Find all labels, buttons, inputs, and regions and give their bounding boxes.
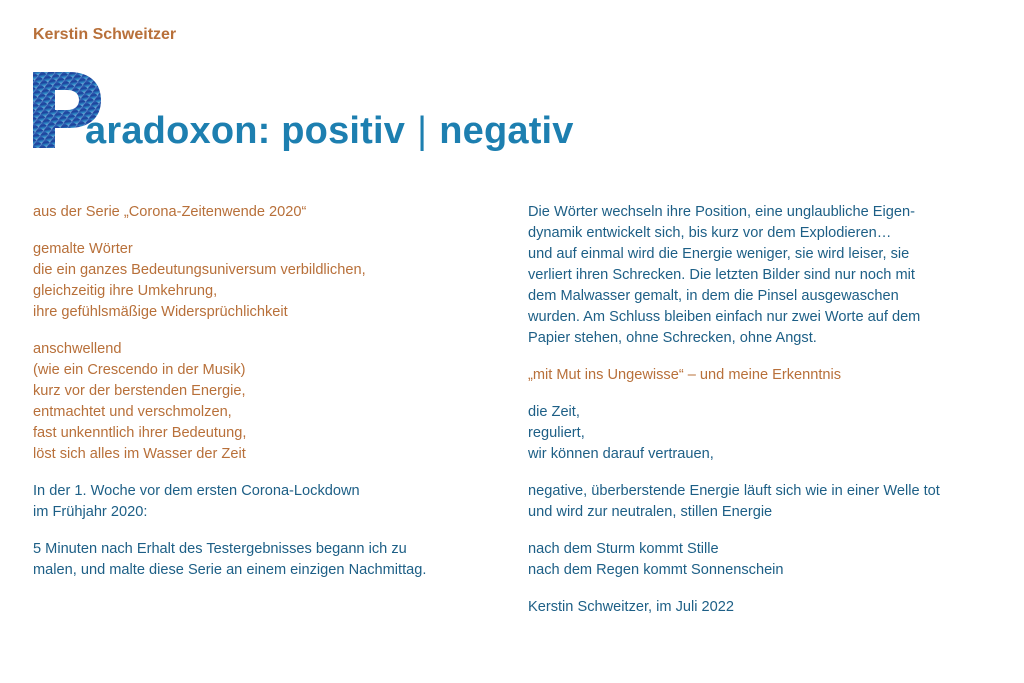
quote-line: „mit Mut ins Ungewisse“ – und meine Erkenntnis [528,367,842,383]
page-title [33,70,733,160]
poem-stanza-2: anschwellend (wie ein Crescendo in der Musik) kurz vor der berstenden Energie, entmachtet und verschmolzen, fast unkenntlich ihrer Bedeutung, löst sich alles im Wasser der Zeit [33,341,247,462]
insight-stanza: die Zeit, reguliert, wir können darauf vertrauen, [528,404,714,462]
title-rest: aradoxon: positiv [85,110,406,152]
title-separator: | [417,110,428,152]
signature-line: Kerstin Schweitzer, im Juli 2022 [528,599,735,615]
closing-lines: nach dem Sturm kommt Stille nach dem Regen kommt Sonnenschein [528,541,784,578]
author-name: Kerstin Schweitzer [33,26,177,43]
right-column [528,202,1008,634]
description-paragraph: Die Wörter wechseln ihre Position, eine unglaubliche Eigen- dynamik entwickelt sich, bis kurz vor dem Explodieren… und auf einmal wird die Energie weniger, sie wird leiser, sie verliert ihren Schrecken. Die letzten Bilder sind nur noch mit dem Malwasser gemalt, in dem die Pinsel ausgewaschen wurden. Am Schluss bleiben einfach nur zwei Worte auf dem Papier stehen, ohne Schrecken, ohne Angst. [528,204,921,346]
title-end: negativ [439,110,574,152]
series-subtitle: aus der Serie „Corona-Zeitenwende 2020“ [33,204,307,220]
poem-stanza-1: gemalte Wörter die ein ganzes Bedeutungsuniversum verbildlichen, gleichzeitig ihre Umkehrung, ihre gefühlsmäßige Widersprüchlichkeit [33,241,366,320]
energy-paragraph: negative, überberstende Energie läuft sich wie in einer Welle tot und wird zur neutralen, stillen Energie [528,483,940,520]
story-paragraph: 5 Minuten nach Erhalt des Testergebnisses begann ich zu malen, und malte diese Serie an einem einzigen Nachmittag. [33,541,427,578]
left-column [33,202,503,597]
intro-paragraph: In der 1. Woche vor dem ersten Corona-Lockdown im Frühjahr 2020: [33,483,360,520]
title-text [85,110,574,153]
